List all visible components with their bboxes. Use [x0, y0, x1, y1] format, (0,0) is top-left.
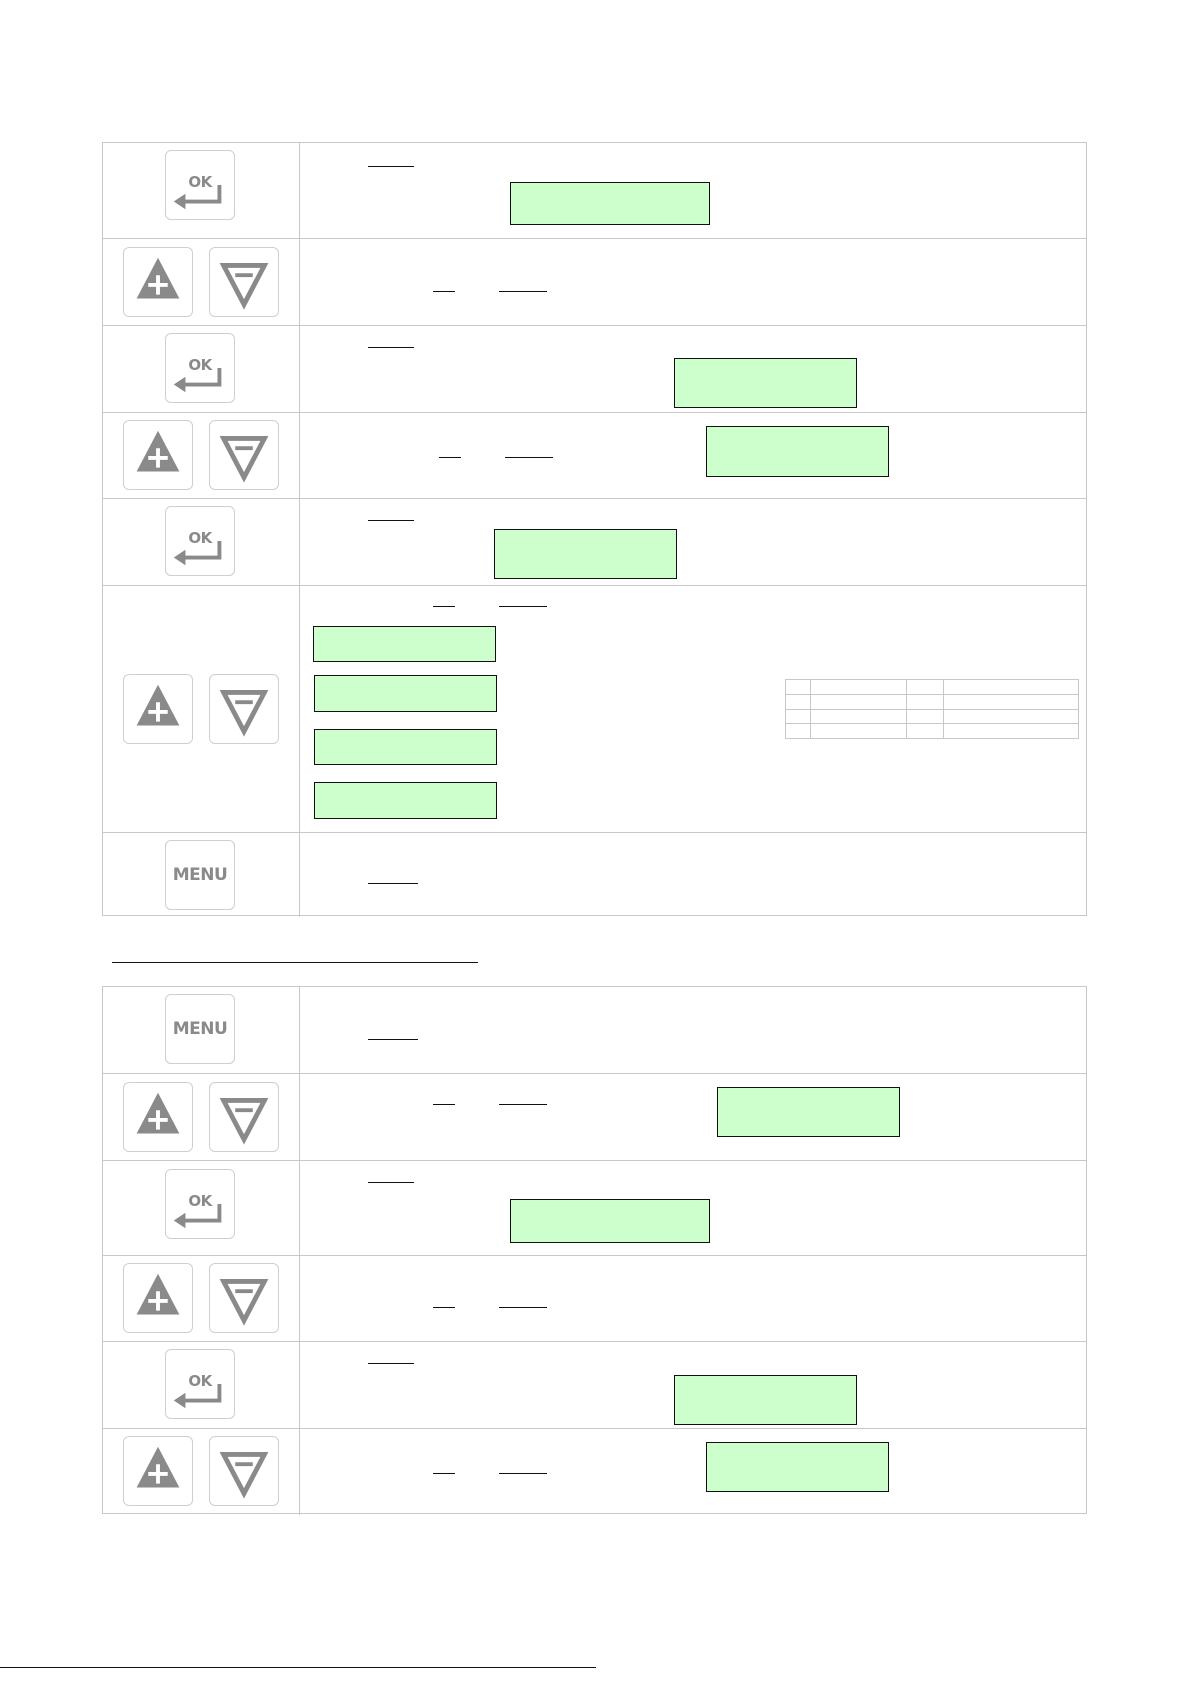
lcd-display [314, 782, 497, 819]
underline-mark [439, 457, 461, 458]
table-row [786, 680, 1079, 695]
step-row [103, 1342, 1086, 1429]
plus-triangle-up-icon [124, 421, 192, 489]
lcd-display [674, 358, 857, 408]
menu-button[interactable] [165, 840, 235, 910]
table-row [786, 709, 1079, 724]
key-cell [103, 586, 300, 832]
enter-arrow-icon [166, 1350, 234, 1418]
value-table [785, 679, 1079, 739]
underline-mark [368, 1182, 414, 1183]
down-minus-button[interactable] [209, 420, 279, 490]
plus-triangle-up-icon [124, 248, 192, 316]
underline-mark [499, 291, 547, 292]
underline-mark [368, 347, 414, 348]
ok-label: OK [188, 356, 212, 374]
step-row [103, 1161, 1086, 1256]
underline-mark [433, 606, 455, 607]
up-plus-button[interactable] [123, 1436, 193, 1506]
lcd-display [674, 1375, 857, 1425]
instruction-table-1 [102, 142, 1087, 916]
key-cell [103, 326, 300, 412]
underline-mark [499, 1104, 547, 1105]
underline-mark [499, 1473, 547, 1474]
underline-mark [499, 606, 547, 607]
minus-triangle-down-icon [210, 1437, 278, 1505]
up-plus-button[interactable] [123, 247, 193, 317]
ok-button[interactable] [165, 150, 235, 220]
step-row [103, 1074, 1086, 1161]
step-row [103, 239, 1086, 326]
plus-triangle-up-icon [124, 1264, 192, 1332]
plus-triangle-up-icon [124, 675, 192, 743]
menu-button[interactable] [165, 994, 235, 1064]
down-minus-button[interactable] [209, 1436, 279, 1506]
key-cell [103, 1256, 300, 1341]
step-row [103, 413, 1086, 499]
minus-triangle-down-icon [210, 1264, 278, 1332]
lcd-display [314, 675, 497, 712]
down-minus-button[interactable] [209, 1263, 279, 1333]
minus-triangle-down-icon [210, 1083, 278, 1151]
underline-mark [433, 1104, 455, 1105]
table-row [786, 694, 1079, 709]
minus-triangle-down-icon [210, 421, 278, 489]
ok-button[interactable] [165, 506, 235, 576]
section-heading-underline [112, 962, 478, 963]
ok-button[interactable] [165, 333, 235, 403]
key-cell [103, 833, 300, 917]
ok-label: OK [188, 173, 212, 191]
underline-mark [433, 291, 455, 292]
key-cell [103, 239, 300, 325]
lcd-display [706, 1442, 889, 1492]
down-minus-button[interactable] [209, 247, 279, 317]
footnote-separator [0, 1667, 596, 1668]
step-row [103, 987, 1086, 1074]
enter-arrow-icon [166, 334, 234, 402]
enter-arrow-icon [166, 507, 234, 575]
step-row [103, 833, 1086, 917]
lcd-display [510, 1199, 710, 1243]
up-plus-button[interactable] [123, 1082, 193, 1152]
plus-triangle-up-icon [124, 1437, 192, 1505]
underline-mark [505, 457, 553, 458]
step-row [103, 586, 1086, 833]
step-row [103, 143, 1086, 239]
lcd-display [717, 1087, 900, 1137]
underline-mark [499, 1307, 547, 1308]
up-plus-button[interactable] [123, 674, 193, 744]
menu-label: MENU [172, 865, 228, 885]
ok-label: OK [188, 529, 212, 547]
key-cell [103, 413, 300, 498]
lcd-display [314, 729, 497, 765]
underline-mark [368, 520, 414, 521]
minus-triangle-down-icon [210, 248, 278, 316]
up-plus-button[interactable] [123, 420, 193, 490]
up-plus-button[interactable] [123, 1263, 193, 1333]
ok-button[interactable] [165, 1349, 235, 1419]
underline-mark [368, 883, 418, 884]
plus-triangle-up-icon [124, 1083, 192, 1151]
lcd-display [494, 529, 677, 579]
table-row [786, 724, 1079, 739]
key-cell [103, 1342, 300, 1428]
lcd-display [313, 626, 496, 662]
step-row [103, 1256, 1086, 1342]
step-row [103, 499, 1086, 586]
ok-label: OK [188, 1372, 212, 1390]
lcd-display [706, 426, 889, 477]
underline-mark [368, 166, 414, 167]
key-cell [103, 143, 300, 238]
instruction-table-2 [102, 986, 1087, 1514]
down-minus-button[interactable] [209, 674, 279, 744]
underline-mark [433, 1307, 455, 1308]
key-cell [103, 1429, 300, 1515]
underline-mark [368, 1363, 414, 1364]
menu-label: MENU [172, 1019, 228, 1039]
ok-button[interactable] [165, 1169, 235, 1239]
minus-triangle-down-icon [210, 675, 278, 743]
enter-arrow-icon [166, 1170, 234, 1238]
key-cell [103, 987, 300, 1073]
down-minus-button[interactable] [209, 1082, 279, 1152]
key-cell [103, 499, 300, 585]
ok-label: OK [188, 1192, 212, 1210]
step-row [103, 1429, 1086, 1515]
step-row [103, 326, 1086, 413]
key-cell [103, 1074, 300, 1160]
lcd-display [510, 182, 710, 225]
underline-mark [368, 1039, 418, 1040]
enter-arrow-icon [166, 151, 234, 219]
key-cell [103, 1161, 300, 1255]
underline-mark [433, 1473, 455, 1474]
